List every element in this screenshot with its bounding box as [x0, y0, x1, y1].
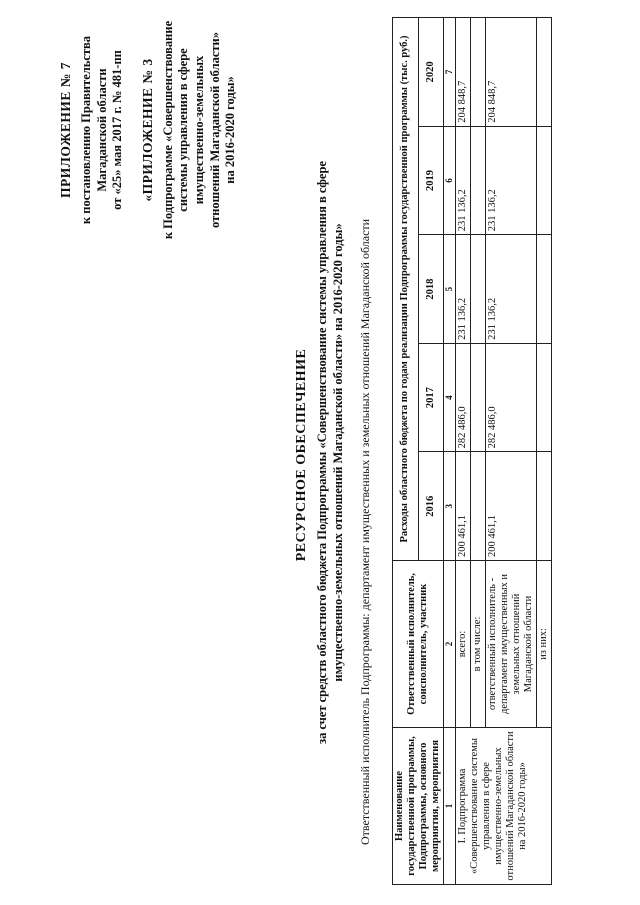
responsible-cell: в том числе:	[470, 561, 485, 728]
column-number: 6	[444, 126, 455, 235]
value-cell: 231 136,2	[455, 235, 470, 344]
column-number: 2	[444, 561, 455, 728]
value-cell	[536, 235, 551, 344]
annex3-line: имущественно-земельных	[191, 55, 206, 205]
annex-header	[58, 15, 239, 245]
annex-line: к постановлению Правительства	[78, 35, 93, 225]
column-number: 7	[444, 18, 455, 127]
header-program-name: Наименование государственной программы, Подпрограммы, основного мероприятия, мероприятия	[393, 728, 444, 885]
value-cell: 231 136,2	[455, 126, 470, 235]
value-cell: 204 848,7	[455, 18, 470, 127]
header-year: 2019	[418, 126, 444, 235]
value-cell	[536, 452, 551, 561]
responsible-cell: из них:	[536, 561, 551, 728]
value-cell: 204 848,7	[485, 18, 536, 127]
annex-line: Магаданской области	[94, 68, 109, 192]
column-number: 5	[444, 235, 455, 344]
header-responsible: Ответственный исполнитель, соисполнитель, участник	[393, 561, 444, 728]
annex-date-line: от «25» мая 2017 г. № 481-пп	[110, 50, 125, 210]
value-cell	[470, 18, 485, 127]
document-subtitle	[314, 95, 347, 810]
annex3-line: системы управления в сфере	[176, 48, 191, 212]
header-year: 2017	[418, 343, 444, 452]
responsible-cell: ответственный исполнитель - департамент имущественных и земельных отношений Магаданской области	[485, 561, 536, 728]
value-cell	[536, 18, 551, 127]
value-cell: 200 461,1	[455, 452, 470, 561]
column-number: 4	[444, 343, 455, 452]
annex-title: ПРИЛОЖЕНИЕ № 7	[58, 62, 73, 198]
table-row	[455, 18, 470, 885]
value-cell: 231 136,2	[485, 235, 536, 344]
value-cell	[470, 452, 485, 561]
value-cell: 282 486,0	[485, 343, 536, 452]
header-year: 2016	[418, 452, 444, 561]
value-cell: 231 136,2	[485, 126, 536, 235]
annex3-line: отношений Магаданской области»	[207, 32, 222, 229]
header-year: 2020	[418, 18, 444, 127]
value-cell: 200 461,1	[485, 452, 536, 561]
column-number: 1	[444, 728, 455, 885]
header-expenses: Расходы областного бюджета по годам реализации Подпрограммы государственной программы (тыс. руб.)	[393, 18, 419, 561]
annex3-title: «ПРИЛОЖЕНИЕ № 3	[139, 58, 155, 202]
annex3-line: на 2016-2020 годы»	[223, 76, 238, 184]
responsible-executor: Ответственный исполнитель Подпрограммы: департамент имущественных и земельных отношений Магаданской области	[358, 218, 372, 845]
value-cell	[470, 343, 485, 452]
value-cell	[470, 126, 485, 235]
resource-table	[392, 17, 552, 885]
program-name-cell: I. Подпрограмма «Совершенствование системы управления в сфере имущественно-земельных отношений Магаданской области на 2016-2020 годы»	[455, 728, 551, 885]
column-number: 3	[444, 452, 455, 561]
header-year: 2018	[418, 235, 444, 344]
column-numbers-row	[444, 18, 455, 885]
value-cell: 282 486,0	[455, 343, 470, 452]
value-cell	[536, 343, 551, 452]
responsible-cell: всего:	[455, 561, 470, 728]
value-cell	[470, 235, 485, 344]
document-title: РЕСУРСНОЕ ОБЕСПЕЧЕНИЕ	[294, 348, 309, 562]
annex3-line: к Подпрограмме «Совершенствование	[160, 20, 175, 240]
value-cell	[536, 126, 551, 235]
subtitle-line: имущественно-земельных отношений Магаданской области» на 2016-2020 годы»	[331, 223, 346, 682]
subtitle-line: за счет средств областного бюджета Подпрограммы «Совершенствование системы управления в сфере	[315, 161, 329, 744]
